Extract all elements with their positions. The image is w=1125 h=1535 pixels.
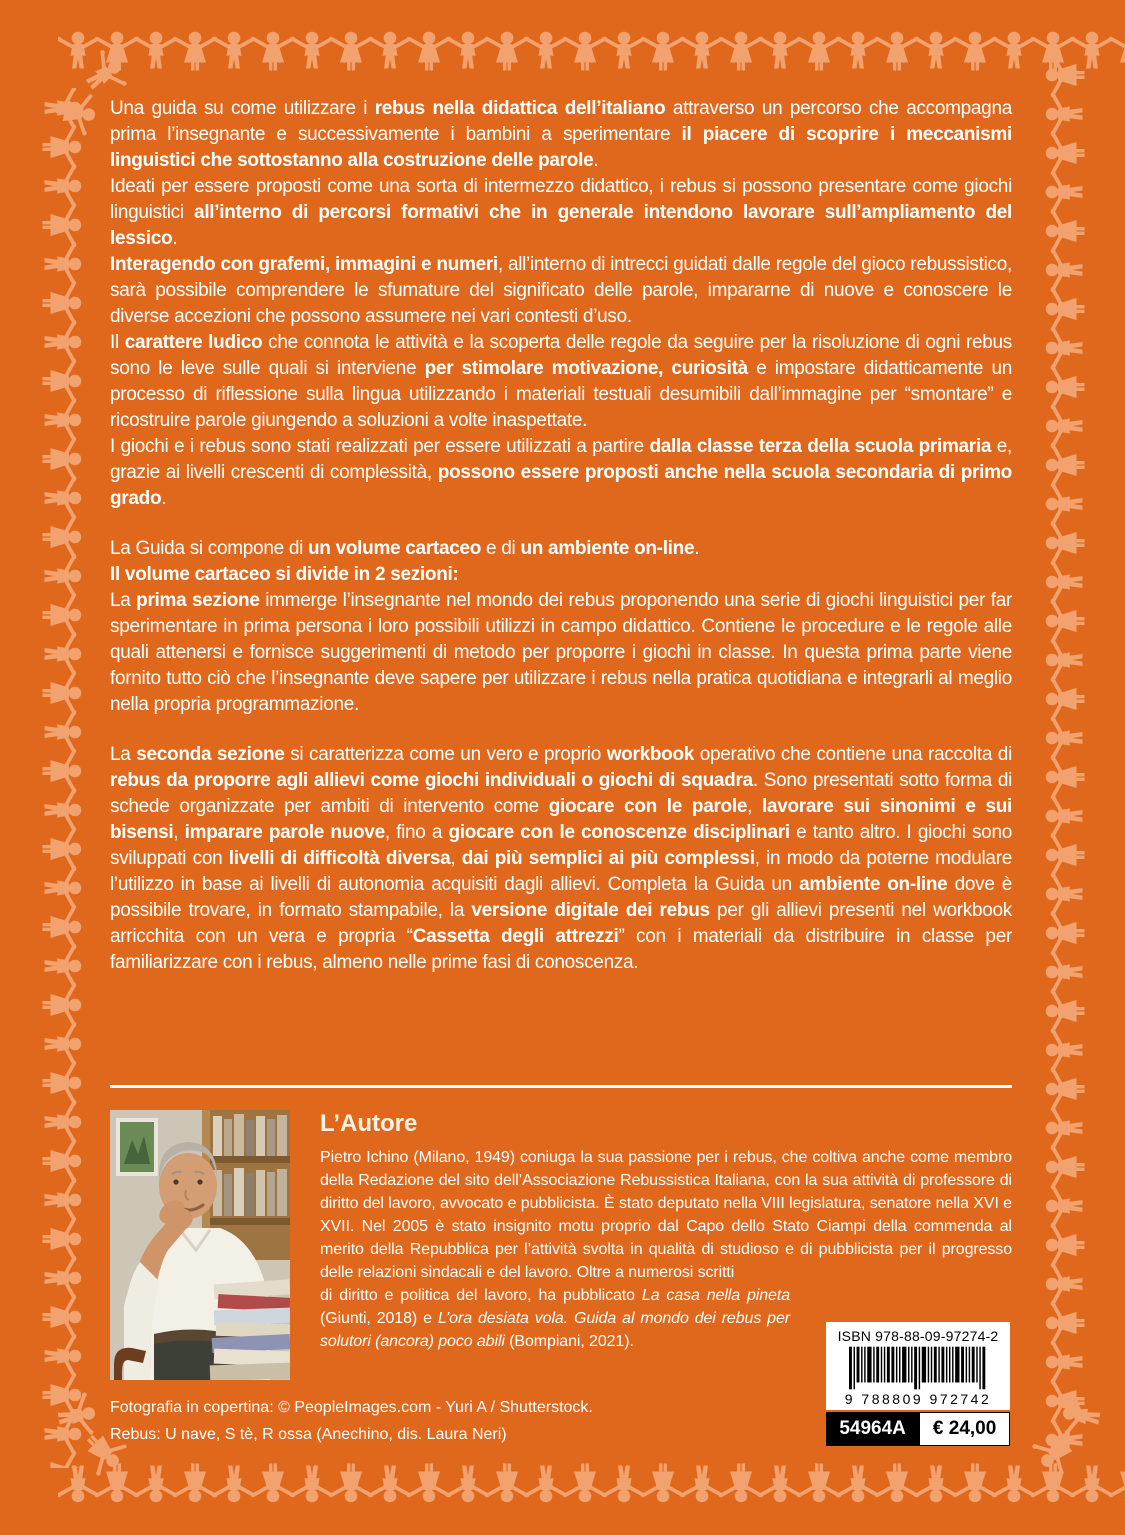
paper-doll-border-left: [40, 88, 86, 1468]
credits: [110, 1394, 593, 1448]
ean-digits: 9 788809 972742: [844, 1391, 992, 1407]
paper-doll-border-top: [58, 27, 1125, 73]
barcode-block: [826, 1322, 1010, 1446]
rebus-credit: Rebus: U nave, S tè, R ossa (Anechino, dis. Laura Neri): [110, 1426, 507, 1443]
back-cover-blurb: [110, 96, 1012, 1000]
barcode-icon: [833, 1345, 1003, 1391]
paragraph: La prima sezione immerge l’insegnante nel mondo dei rebus proponendo una serie di giochi linguistici per far sperimentare in prima persona i loro possibili utilizzi in campo didattico. Contiene le procedure e le regole alle quali attenersi e fornisce suggerimenti di metodo per proporre i giochi in classe. In questa prima parte viene fornito tutto ciò che l’insegnante deve sapere per utilizzare i rebus nella pratica quotidiana e integrarli al meglio nella propria programmazione.: [110, 590, 1012, 715]
author-bio-tail: di diritto e politica del lavoro, ha pubblicato La casa nella pineta (Giunti, 2018) e L’ora desiata vola. Guida al mondo dei rebus per solutori (ancora) poco abili (Bompiani, 2021).: [320, 1287, 790, 1350]
blurb-block-3: [110, 742, 1012, 976]
paragraph: Interagendo con grafemi, immagini e numeri, all’interno di intrecci guidati dalle regole del gioco rebussistico, sarà possibile comprendere le sfumature del significato delle parole, impararne di nuove e conoscere le diverse accezioni che possono assumere nei vari contesti d’uso.: [110, 254, 1012, 327]
paragraph: La Guida si compone di un volume cartaceo e di un ambiente on-line.: [110, 538, 700, 559]
paragraph: Il carattere ludico che connota le attività e la scoperta delle regole da seguire per la risoluzione di ogni rebus sono le leve sulle quali si interviene per stimolare motivazione, curiosità e impostare didatticamente un processo di riflessione sulla lingua utilizzando i materiali testuali desumibili dall’immagine per “smontare” e ricostruire parole giungendo a soluzioni a volte inaspettate.: [110, 332, 1013, 431]
paragraph: La seconda sezione si caratterizza come un vero e proprio workbook operativo che contiene una raccolta di rebus da proporre agli allievi come giochi individuali o giochi di squadra. Sono presentati sotto forma di schede organizzate per ambiti di intervento come giocare con le parole, lavorare sui sinonimi e sui bisensi, imparare parole nuove, fino a giocare con le conoscenze disciplinari e tanto altro. I giochi sono sviluppati con livelli di difficoltà diversa, dai più semplici ai più complessi, in modo da poterne modulare l’utilizzo in base ai livelli di autonomia acquisiti dagli allievi. Completa la Guida un ambiente on-line dove è possibile trovare, in formato stampabile, la versione digitale dei rebus per gli allievi presenti nel workbook arricchita con un vera e propria “Cassetta degli attrezzi” con i materiali da distribuire in classe per familiarizzare con i rebus, almeno nelle prime fasi di conoscenza.: [110, 744, 1013, 973]
tumbling-doll-bottom-right-icon: [1000, 1382, 1110, 1492]
paper-doll-border-bottom: [58, 1461, 1125, 1507]
barcode-panel: [826, 1322, 1010, 1410]
blurb-block-2: [110, 536, 1012, 718]
price-row: [826, 1412, 1010, 1446]
price: € 24,00: [919, 1412, 1010, 1446]
paragraph: Una guida su come utilizzare i rebus nella didattica dell’italiano attraverso un percorso che accompagna prima l’insegnante e successivamente i bambini a sperimentare il piacere di scoprire i meccanismi linguistici che sottostanno alla costruzione delle parole.: [110, 98, 1012, 171]
author-heading: L’Autore: [320, 1110, 418, 1137]
paragraph: I giochi e i rebus sono stati realizzati per essere utilizzati a partire dalla classe terza della scuola primaria e, grazie ai livelli crescenti di complessità, possono essere proposti anche nella scuola secondaria di primo grado.: [110, 436, 1012, 509]
blurb-block-1: [110, 96, 1012, 512]
author-photo: [110, 1110, 290, 1380]
paragraph: Il volume cartaceo si divide in 2 sezioni:: [110, 564, 459, 585]
paragraph: Ideati per essere proposti come una sorta di intermezzo didattico, i rebus si possono presentare come giochi linguistici all’interno di percorsi formativi che in generale intendono lavorare sull’ampliamento del lessico.: [110, 176, 1012, 249]
isbn-text: ISBN 978-88-09-97274-2: [837, 1328, 999, 1344]
product-code: 54964A: [826, 1412, 919, 1446]
author-bio-main: Pietro Ichino (Milano, 1949) coniuga la sua passione per i rebus, che coltiva anche come membro della Redazione del sito dell’Associazione Rebussistica Italiana, con la sua attività di professore di diritto del lavoro, avvocato e pubblicista. È stato deputato nella VIII legislatura, senatore nella XVI e XVII. Nel 2005 è stato insignito motu proprio dal Capo dello Stato Ciampi della commenda al merito della Repubblica per l’attività svolta in qualità di studioso e di pubblicista per il progresso delle relazioni sindacali e del lavoro. Oltre a numerosi scritti: [320, 1149, 1012, 1281]
paper-doll-border-right: [1041, 60, 1087, 1460]
cover-photo-credit: Fotografia in copertina: © PeopleImages.com - Yuri A / Shutterstock.: [110, 1399, 593, 1416]
